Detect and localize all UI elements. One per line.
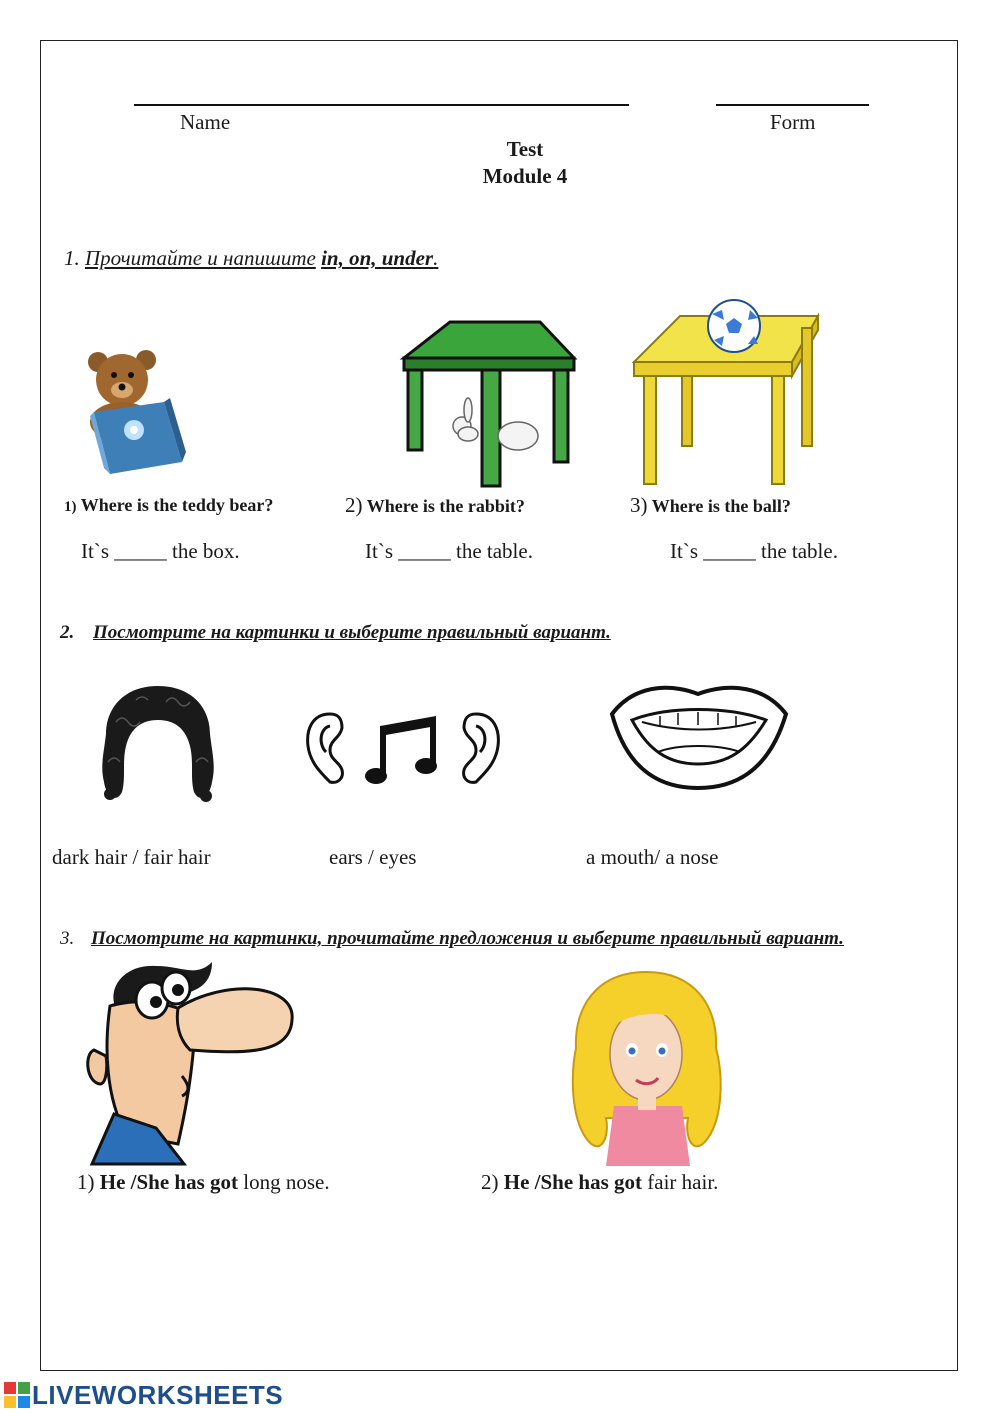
task3-instruction: Посмотрите на картинки, прочитайте предложения и выберите правильный вариант.	[91, 928, 844, 949]
dark-curly-hair-image	[96, 682, 220, 810]
sentence-1-number: 1)	[77, 1170, 95, 1194]
choice-hair[interactable]: dark hair / fair hair	[52, 845, 211, 869]
question-1-number: 1)	[64, 499, 77, 515]
task3-number: 3.	[60, 928, 75, 949]
answer-2[interactable]: It`s _____ the table.	[365, 539, 533, 563]
sentence-2-number: 2)	[481, 1170, 499, 1194]
sentence-2-rest: fair hair.	[647, 1170, 719, 1194]
sentence-1-rest: long nose.	[243, 1170, 330, 1194]
task1-question-1	[64, 495, 273, 516]
name-line	[134, 104, 629, 106]
form-label: Form	[770, 110, 816, 134]
task1-instruction: Прочитайте и напишите	[85, 246, 316, 270]
teddy-bear-in-box-image	[76, 340, 191, 485]
choice-ears[interactable]: ears / eyes	[329, 845, 417, 869]
name-label: Name	[180, 110, 231, 134]
logo-text: LIVEWORKSHEETS	[32, 1379, 284, 1410]
task1-period: .	[433, 246, 439, 270]
logo-blocks-icon	[4, 1382, 32, 1408]
question-3-number: 3)	[630, 493, 648, 517]
task3-heading	[60, 928, 844, 950]
sentence-2-choice[interactable]: He /She has got	[503, 1170, 643, 1194]
task1-question-2	[345, 493, 525, 518]
page-title: Test	[506, 137, 544, 161]
task1-question-3	[630, 493, 791, 518]
task2-instruction: Посмотрите на картинки и выберите правильный вариант.	[93, 622, 611, 643]
question-1-text: Where is the teddy bear?	[80, 495, 274, 515]
girl-fair-hair-image	[566, 968, 726, 1166]
task1-number: 1.	[64, 246, 80, 270]
choice-mouth[interactable]: a mouth/ a nose	[586, 845, 719, 869]
task1-heading	[64, 246, 438, 271]
form-line	[716, 104, 869, 106]
task2-number: 2.	[60, 622, 75, 643]
question-2-text: Where is the rabbit?	[366, 496, 525, 516]
mouth-image	[608, 678, 790, 792]
man-long-nose-image	[86, 958, 298, 1164]
sentence-1-choice[interactable]: He /She has got	[99, 1170, 239, 1194]
answer-3[interactable]: It`s _____ the table.	[670, 539, 838, 563]
question-3-text: Where is the ball?	[651, 496, 791, 516]
table-with-ball-image	[630, 300, 822, 488]
sentence-2[interactable]	[481, 1170, 718, 1195]
answer-1[interactable]: It`s _____ the box.	[81, 539, 240, 563]
task2-heading	[60, 622, 611, 644]
question-2-number: 2)	[345, 493, 363, 517]
sentence-1[interactable]	[77, 1170, 330, 1195]
table-with-rabbit-image	[402, 318, 580, 488]
ears-music-image	[304, 712, 502, 784]
page-subtitle: Module 4	[482, 164, 568, 188]
liveworksheets-logo[interactable]	[4, 1380, 283, 1410]
task1-words: in, on, under	[321, 246, 434, 270]
